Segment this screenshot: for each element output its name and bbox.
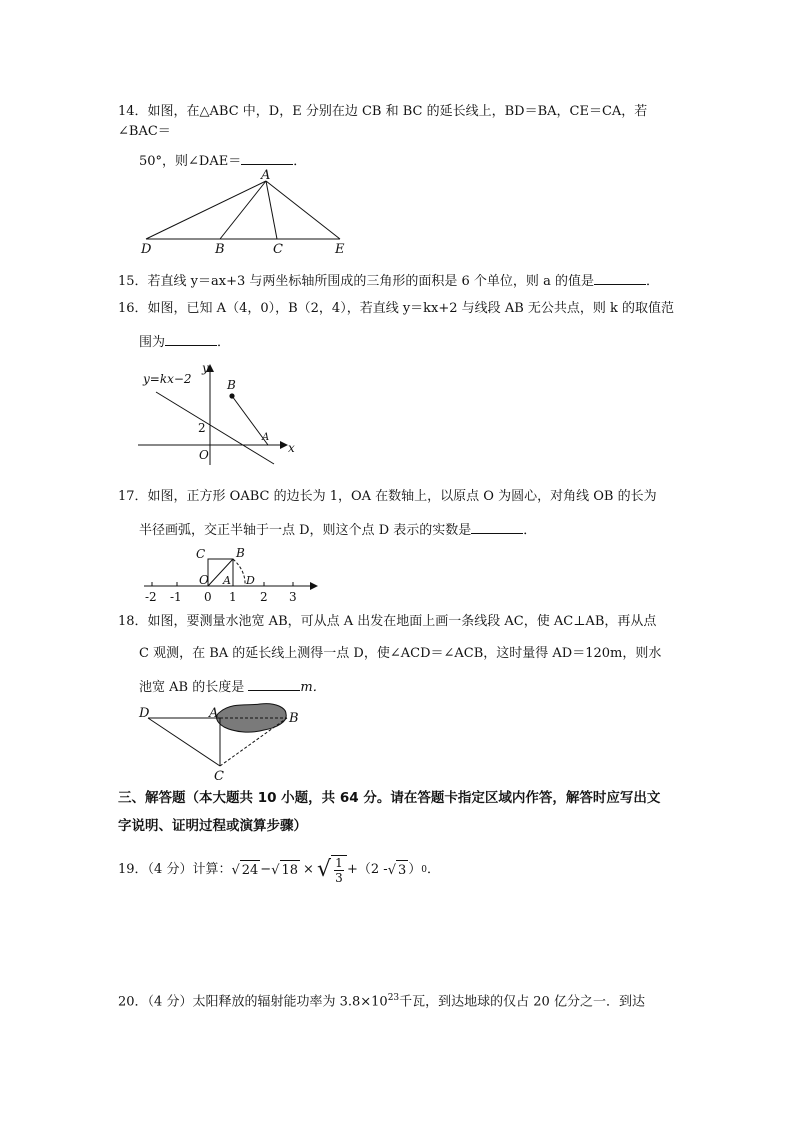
q17-tick-label: 0 [204,590,212,604]
q17-label-A: A [223,574,231,587]
q17-tick-label: 3 [289,590,297,604]
q19-minus: − [260,862,272,877]
q19-exponent: 0 [421,865,428,875]
q18-line1: 18．如图，要测量水池宽 AB，可从点 A 出发在地面上画一条线段 AC，使 AC⊥AB，再从点 [118,614,657,629]
q16-line1: 16．如图，已知 A（4，0），B（2，4），若直线 y＝kx+2 与线段 AB 无公共点，则 k 的取值范 [118,301,675,316]
q14-label-C: C [273,242,283,257]
q14-line2-text: 50°，则∠DAE＝ [139,154,242,169]
q15-end: ． [645,274,659,289]
q14-line1: 14．如图，在△ABC 中，D，E 分别在边 CB 和 BC 的延长线上，BD＝BA，CE＝CA，若∠BAC＝ [118,104,648,139]
q17-tick-label: 1 [229,590,237,604]
q19-plus: +（2 - [346,862,388,877]
sqrt-3: √ 3 [388,860,409,881]
q17-tick-label: -1 [170,590,182,604]
q17-label-O: O [199,573,209,587]
q14-segment-AE [266,181,340,239]
q14-end: ． [293,154,307,169]
q14-segment-AB [220,181,266,239]
q16-end: ． [217,335,231,350]
q17-tick-label: -2 [145,590,157,604]
q15-text: 15．若直线 y＝ax+3 与两坐标轴所围成的三角形的面积是 6 个单位，则 a 的值是 [118,274,594,289]
q19-frac-den: 3 [335,871,343,885]
question-20 [118,988,678,1012]
q18-label-D: D [139,706,150,721]
answer-blank-18 [248,676,300,691]
q19-prefix: 19．（4 分）计算： [118,862,232,877]
question-18 [118,612,678,698]
q18-line3-text: 池宽 AB 的长度是 [139,680,245,695]
q14-label-D: D [141,242,152,257]
sqrt-18: √ 18 [271,860,300,881]
q19-radicand-18: 18 [280,860,301,881]
q19-frac-num: 1 [335,856,343,870]
q19-times: × [303,862,314,877]
q16-line2-text: 围为 [139,335,166,350]
q18-segment-DC [148,718,220,766]
q17-label-B: B [236,546,245,560]
section-3-line1: 三、解答题（本大题共 10 小题，共 64 分。请在答题卡指定区域内作答，解答时应写出文 [118,790,661,806]
q18-label-C: C [214,769,224,784]
question-16 [118,299,678,353]
q18-label-B: B [289,711,299,726]
q18-line3 [118,676,678,698]
question-17 [118,487,678,541]
q16-line2 [118,331,678,353]
question-15 [118,270,678,292]
q16-label-2: 2 [198,421,206,435]
sqrt-24: √ 24 [231,860,260,881]
q16-x-label: x [288,441,295,455]
question-19 [118,850,678,890]
q19-end: ． [427,862,441,877]
answer-blank-16 [165,331,217,346]
q17-line2-text: 半径画弧，交正半轴于一点 D，则这个点 D 表示的实数是 [139,523,472,538]
q19-radicand-3: 3 [396,860,408,881]
q17-end: ． [523,523,537,538]
q18-line2: C 观测，在 BA 的延长线上测得一点 D，使∠ACD＝∠ACB，这时量得 AD＝120m，则水 [139,646,662,661]
q17-label-C: C [196,547,206,561]
q17-arc [233,559,245,586]
q18-label-A: A [209,706,219,721]
section-3-line2: 字说明、证明过程或演算步骤） [118,818,307,834]
q17-line2 [118,519,678,541]
q19-tail: ） [408,862,422,877]
q14-segment-AD [146,181,266,239]
q20-suffix: 千瓦，到达地球的仅占 20 亿分之一．到达 [399,994,645,1010]
answer-blank-15 [594,270,646,285]
q17-label-D: D [246,574,255,587]
q14-segment-AC [266,181,277,239]
q16-line-graph [156,392,274,464]
q16-y-label: y [202,361,209,375]
q20-prefix: 20．（4 分）太阳释放的辐射能功率为 3.8×10 [118,994,388,1010]
q18-figure [136,700,316,785]
q16-label-A: A [262,432,270,443]
q16-label-O: O [199,448,209,462]
q16-point-B [229,393,234,398]
q14-label-E: E [335,242,345,257]
q17-tick-label: 2 [260,590,268,604]
q14-label-A: A [261,168,271,183]
q14-figure [138,168,358,258]
q16-figure [136,360,306,470]
q16-line-label: y=kx−2 [143,372,192,386]
q14-label-B: B [215,242,225,257]
q18-unit: m． [300,680,326,695]
sqrt-fraction: √ 1 3 [317,855,347,885]
q16-label-B: B [227,378,236,392]
answer-blank-14 [241,150,293,165]
q17-line1: 17．如图，正方形 OABC 的边长为 1，OA 在数轴上，以原点 O 为圆心，对角线 OB 的长为 [118,489,657,504]
answer-blank-17 [471,519,523,534]
section-3-heading [118,785,688,839]
q19-radicand-24: 24 [240,860,261,881]
q17-figure [138,545,323,605]
q20-exponent: 23 [387,993,400,1003]
question-14 [118,102,678,172]
